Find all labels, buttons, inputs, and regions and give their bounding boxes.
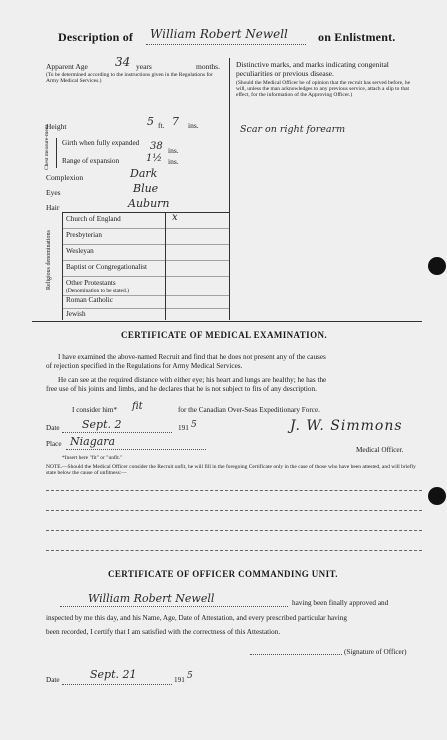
height-ft-label: ft. — [158, 121, 165, 130]
complexion-value: Dark — [130, 167, 158, 180]
eyes-label: Eyes — [46, 188, 61, 197]
officer-name: William Robert Newell — [88, 592, 215, 605]
range-label: Range of expansion — [62, 157, 120, 165]
section-rule — [32, 321, 422, 322]
officer-line3: been recorded, I certify that I am satisfied with the correctness of this Attestation. — [46, 628, 281, 636]
girth-label: Girth when fully expanded — [62, 139, 140, 147]
punch-hole — [428, 487, 446, 505]
religion-roman-catholic: Roman Catholic — [66, 296, 113, 304]
years-label: years — [136, 62, 152, 71]
church-mark: x — [172, 212, 178, 223]
eyes-value: Blue — [133, 182, 159, 195]
medical-officer-signature: J. W. Simmons — [290, 418, 403, 434]
officer-date-value: Sept. 21 — [90, 668, 137, 681]
column-divider — [229, 58, 230, 320]
header-name: William Robert Newell — [150, 27, 288, 41]
girth-value: 38 — [150, 141, 163, 152]
age-note: (To be determined according to the instructions given in the Regulations for Army Medical Services.) — [46, 72, 213, 84]
religion-church-of-england: Church of England — [66, 215, 121, 223]
officer-line1-suffix: having been finally approved and — [292, 599, 389, 607]
medical-p1b: of rejection specified in the Regulations for Army Medical Services. — [46, 362, 243, 370]
punch-hole — [428, 257, 446, 275]
header-name-line — [146, 44, 306, 45]
officer-name-line — [60, 606, 288, 607]
hair-label: Hair — [46, 203, 60, 212]
medical-officer-label: Medical Officer. — [356, 446, 404, 454]
officer-heading: CERTIFICATE OF OFFICER COMMANDING UNIT. — [108, 569, 338, 579]
place-value: Niagara — [70, 435, 116, 448]
complexion-label: Complexion — [46, 173, 84, 182]
medical-heading: CERTIFICATE OF MEDICAL EXAMINATION. — [121, 330, 328, 340]
religions-label: Religious denominations — [46, 230, 52, 290]
consider-suffix: for the Canadian Over-Seas Expeditionary Force. — [178, 406, 320, 414]
officer-line2: inspected by me this day, and his Name, Age, Date of Attestation, and every prescribed particular having — [46, 614, 347, 622]
medical-date-label: Date — [46, 424, 60, 432]
reason-line — [46, 510, 422, 511]
religion-other-protestants: Other Protestants — [66, 279, 116, 287]
medical-p1: I have examined the above-named Recruit and find that he does not present any of the causes — [58, 353, 326, 361]
religion-top-rule — [62, 212, 229, 213]
unfit-note: NOTE.—Should the Medical Officer consider the Recruit unfit, he will fill in the foregoing Certificate only in the case of those who have been attested, and will briefly state below the cause of unfitness:— — [46, 464, 416, 476]
girth-unit: ins. — [168, 146, 179, 155]
religion-jewish: Jewish — [66, 310, 86, 318]
apparent-age-label: Apparent Age — [46, 62, 88, 71]
religion-rule — [62, 308, 229, 309]
marks-heading: Distinctive marks, and marks indicating congenital peculiarities or previous disease. — [236, 60, 389, 78]
months-label: months. — [196, 62, 220, 71]
consider-value: fit — [132, 401, 143, 412]
chest-label: Chest measure-ment — [44, 124, 50, 170]
chest-bracket — [56, 138, 57, 168]
medical-year-suffix: 5 — [191, 420, 197, 430]
medical-p2b: free use of his joints and limbs, and he declares that he is not subject to fits of any description. — [46, 385, 317, 393]
height-label: Height — [46, 122, 67, 131]
place-label: Place — [46, 440, 62, 448]
religion-rule — [62, 260, 229, 261]
hair-value: Auburn — [128, 197, 170, 210]
range-value: 1½ — [146, 153, 163, 164]
officer-date-line — [62, 684, 172, 685]
marks-note: (Should the Medical Officer be of opinion that the recruit has served before, he will, unless the man acknowledges to any previous service, attach a slip to that effect, for the information of the Approving Officer.) — [236, 80, 411, 98]
officer-signature-label: (Signature of Officer) — [344, 648, 407, 656]
officer-date-label: Date — [46, 676, 60, 684]
place-line — [66, 449, 206, 450]
religion-rule — [62, 228, 229, 229]
range-unit: ins. — [168, 157, 179, 166]
title-prefix: Description of — [58, 30, 134, 44]
reason-line — [46, 490, 422, 491]
religion-wesleyan: Wesleyan — [66, 247, 94, 255]
religion-rule — [62, 244, 229, 245]
reason-line — [46, 530, 422, 531]
height-ft-value: 5 — [147, 115, 154, 128]
religion-rule — [62, 276, 229, 277]
officer-signature-line — [250, 654, 342, 655]
medical-date-line — [62, 432, 172, 433]
religion-baptist: Baptist or Congregationalist — [66, 263, 148, 271]
denomination-note: (Denomination to be stated.) — [66, 288, 129, 294]
reason-line — [46, 550, 422, 551]
age-value: 34 — [115, 55, 131, 69]
medical-p2: He can see at the required distance with either eye; his heart and lungs are healthy; he has the — [58, 376, 327, 384]
insert-note: *Insert here "fit" or "unfit." — [62, 455, 123, 461]
officer-year-prefix: 191 — [174, 676, 185, 684]
medical-date-value: Sept. 2 — [82, 418, 122, 431]
consider-label: I consider him* — [72, 406, 118, 414]
title-suffix: on Enlistment. — [318, 30, 396, 44]
height-in-value: 7 — [172, 115, 179, 128]
officer-year-suffix: 5 — [187, 671, 193, 681]
height-in-label: ins. — [188, 121, 199, 130]
medical-year-prefix: 191 — [178, 424, 189, 432]
religion-presbyterian: Presbyterian — [66, 231, 102, 239]
marks-value: Scar on right forearm — [240, 124, 346, 135]
